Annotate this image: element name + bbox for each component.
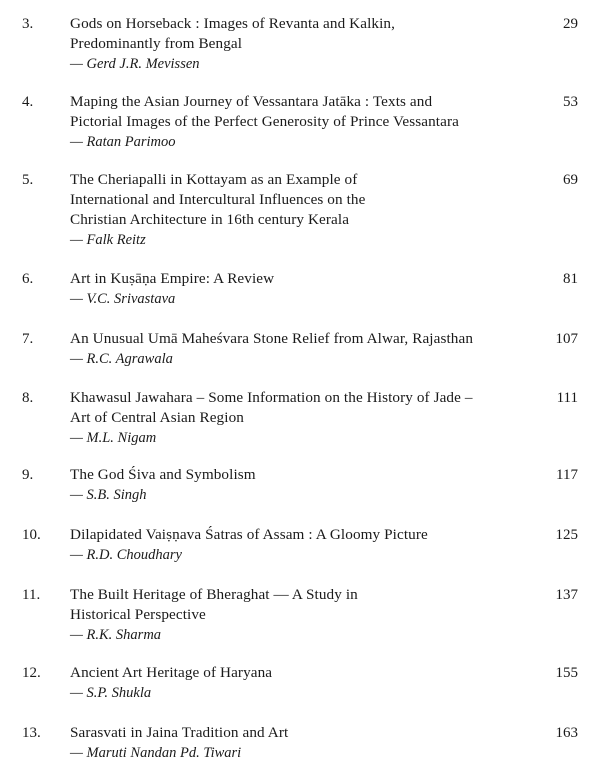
entry-title: Sarasvati in Jaina Tradition and Art: [70, 724, 289, 741]
entry-title: The God Śiva and Symbolism: [70, 466, 256, 483]
entry-author: — Maruti Nandan Pd. Tiwari: [70, 745, 242, 761]
entry-number: 4.: [22, 94, 34, 110]
entry-page-number: 117: [556, 467, 578, 483]
entry-title: Ancient Art Heritage of Haryana: [70, 664, 273, 681]
entry-page-number: 125: [555, 527, 578, 543]
entry-title: Art in Kuṣāṇa Empire: A Review: [70, 270, 275, 287]
entry-number: 5.: [22, 172, 34, 188]
entry-page-number: 111: [556, 390, 578, 406]
entry-number: 8.: [22, 390, 34, 406]
entry-author: — S.P. Shukla: [70, 685, 152, 701]
entry-author: — M.L. Nigam: [70, 430, 157, 446]
entry-page-number: 155: [555, 665, 578, 681]
entry-title: The Cheriapalli in Kottayam as an Example of International and Intercultural Influences on the Christian Architecture in 16th century Kerala: [70, 171, 366, 228]
entry-page-number: 29: [563, 16, 578, 32]
entry-author: — Falk Reitz: [70, 232, 146, 248]
entry-number: 12.: [22, 665, 41, 681]
entry-number: 6.: [22, 271, 34, 287]
entry-author: — Gerd J.R. Mevissen: [70, 56, 200, 72]
entry-page-number: 81: [563, 271, 578, 287]
entry-author: — R.C. Agrawala: [70, 351, 173, 367]
entry-title: An Unusual Umā Maheśvara Stone Relief from Alwar, Rajasthan: [70, 330, 474, 347]
entry-number: 3.: [22, 16, 34, 32]
entry-title: Gods on Horseback : Images of Revanta and Kalkin, Predominantly from Bengal: [70, 15, 396, 52]
entry-author: — R.K. Sharma: [70, 627, 162, 643]
entry-number: 9.: [22, 467, 34, 483]
entry-title: The Built Heritage of Bheraghat — A Study in Historical Perspective: [70, 586, 358, 623]
entry-page-number: 69: [563, 172, 578, 188]
entry-author: — R.D. Choudhary: [70, 547, 182, 563]
entry-number: 10.: [22, 527, 41, 543]
entry-number: 11.: [22, 587, 41, 603]
entry-author: — Ratan Parimoo: [70, 134, 176, 150]
entry-number: 13.: [22, 725, 41, 741]
entry-author: — V.C. Srivastava: [70, 291, 176, 307]
entry-author: — S.B. Singh: [70, 487, 147, 503]
entry-page-number: 137: [555, 587, 578, 603]
entry-page-number: 107: [555, 331, 578, 347]
entry-number: 7.: [22, 331, 34, 347]
entry-title: Dilapidated Vaiṣṇava Śatras of Assam : A Gloomy Picture: [70, 526, 428, 543]
entry-title: Khawasul Jawahara – Some Information on the History of Jade – Art of Central Asian Region: [70, 389, 473, 426]
entry-page-number: 163: [555, 725, 578, 741]
entry-title: Maping the Asian Journey of Vessantara Jatāka : Texts and Pictorial Images of the Perfect Generosity of Prince Vessantara: [70, 93, 459, 130]
entry-page-number: 53: [563, 94, 578, 110]
